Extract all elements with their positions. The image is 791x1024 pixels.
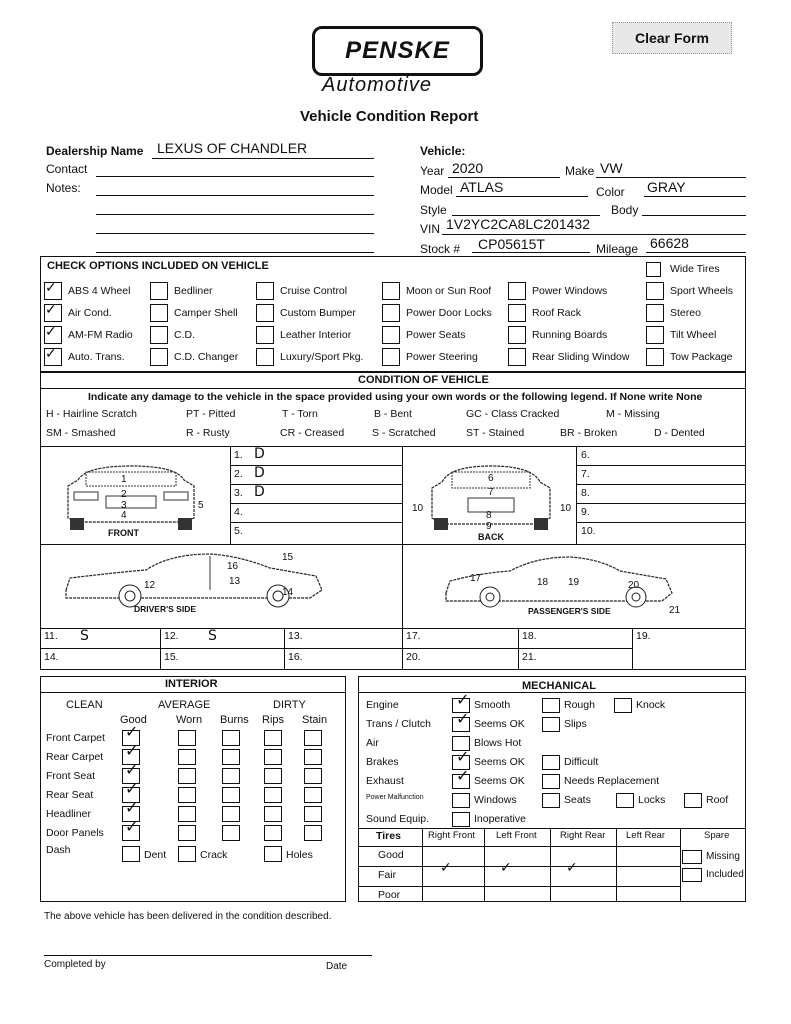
option-checkbox-cruise-control[interactable]	[256, 282, 274, 300]
spare-option-included: Included	[706, 869, 744, 880]
side-field-label-14: 14.	[44, 651, 59, 663]
passenger-marker-21: 21	[669, 605, 681, 616]
side-field-label-16: 16.	[288, 651, 303, 663]
mech-option-seems-ok: Seems OK	[474, 718, 525, 730]
driver-side-label: DRIVER'S SIDE	[134, 604, 197, 614]
interior-checkbox-headliner-stain[interactable]	[304, 806, 322, 822]
vin-label: VIN	[420, 222, 441, 236]
dash-label-crack: Crack	[200, 849, 228, 861]
side-col-line	[402, 628, 403, 670]
mech-row-sound-equip: Sound Equip.	[366, 813, 430, 825]
option-label-running-boards: Running Boards	[532, 329, 608, 341]
mech-option-seats: Seats	[564, 794, 591, 806]
tires-header-spare: Spare	[704, 830, 730, 841]
spare-checkbox-missing[interactable]	[682, 850, 702, 864]
model-line	[456, 196, 588, 197]
option-checkbox-tilt-wheel[interactable]	[646, 326, 664, 344]
option-label-power-steering: Power Steering	[406, 351, 478, 363]
option-label-camper-shell: Camper Shell	[174, 307, 238, 319]
side-field-label-13: 13.	[288, 630, 303, 642]
option-checkbox-sport-wheels[interactable]	[646, 282, 664, 300]
back-field-label-7: 7.	[581, 468, 590, 480]
interior-checkbox-front-carpet-worn[interactable]	[178, 730, 196, 746]
interior-row-door-panels: Door Panels	[46, 827, 104, 839]
interior-checkbox-door-panels-rips[interactable]	[264, 825, 282, 841]
interior-checkbox-front-carpet-rips[interactable]	[264, 730, 282, 746]
checkmark-icon: ✓	[45, 301, 57, 317]
tires-row-line	[358, 886, 680, 887]
interior-checkbox-front-seat-rips[interactable]	[264, 768, 282, 784]
mileage-line	[646, 252, 746, 253]
option-label-c-d: C.D.	[174, 329, 195, 341]
back-label: BACK	[478, 532, 504, 542]
dealership-name-label: Dealership Name	[46, 144, 144, 158]
interior-checkbox-headliner-worn[interactable]	[178, 806, 196, 822]
diagram-top-line	[40, 446, 746, 447]
checkmark-icon: ✓	[45, 323, 57, 339]
interior-checkbox-rear-carpet-rips[interactable]	[264, 749, 282, 765]
front-field-label-1: 1.	[234, 449, 243, 461]
tires-header-left-front: Left Front	[496, 830, 537, 841]
checkmark-icon: ✓	[456, 768, 470, 785]
mech-option-rough: Rough	[564, 699, 595, 711]
dash-checkbox-dent[interactable]	[122, 846, 140, 862]
option-label-c-d-changer: C.D. Changer	[174, 351, 239, 363]
option-label-moon-or-sun-roof: Moon or Sun Roof	[406, 285, 492, 297]
interior-checkbox-rear-seat-worn[interactable]	[178, 787, 196, 803]
notes-line-4[interactable]	[96, 252, 374, 253]
option-label-tilt-wheel: Tilt Wheel	[670, 329, 717, 341]
option-checkbox-bedliner[interactable]	[150, 282, 168, 300]
mech-option-smooth: Smooth	[474, 699, 511, 711]
interior-checkbox-front-carpet-stain[interactable]	[304, 730, 322, 746]
dealership-name-line	[152, 158, 374, 159]
interior-col-good: Good	[120, 714, 147, 726]
checkmark-icon: ✓	[125, 743, 139, 760]
mech-row-air: Air	[366, 737, 379, 749]
interior-checkbox-rear-seat-burns[interactable]	[222, 787, 240, 803]
option-label-cruise-control: Cruise Control	[280, 285, 348, 297]
side-col-line	[518, 628, 519, 670]
option-label-bedliner: Bedliner	[174, 285, 213, 297]
interior-row-rear-carpet: Rear Carpet	[46, 751, 104, 763]
side-field-label-12: 12.	[164, 630, 179, 642]
spare-option-missing: Missing	[706, 851, 740, 862]
option-checkbox-rear-sliding-window[interactable]	[508, 348, 526, 366]
notes-line-1[interactable]	[96, 195, 374, 196]
interior-checkbox-rear-carpet-stain[interactable]	[304, 749, 322, 765]
legend-gc-class-cracked: GC - Class Cracked	[466, 408, 560, 420]
interior-col-burns: Burns	[220, 714, 249, 726]
option-checkbox-power-door-locks[interactable]	[382, 304, 400, 322]
color-label: Color	[596, 185, 625, 199]
mech-row-engine: Engine	[366, 699, 399, 711]
tires-row-poor: Poor	[378, 889, 401, 901]
make-label: Make	[565, 164, 595, 178]
front-fields-divider	[230, 446, 231, 544]
tires-col-line	[422, 828, 423, 902]
legend-r-rusty: R - Rusty	[186, 427, 230, 439]
tires-col-line	[616, 828, 617, 902]
side-field-label-15: 15.	[164, 651, 179, 663]
side-field-label-11: 11.	[44, 630, 58, 642]
center-divider	[402, 446, 403, 628]
back-marker-10-left: 10	[412, 503, 424, 514]
checkmark-icon: ✓	[125, 781, 139, 798]
back-field-label-6: 6.	[581, 449, 590, 461]
option-label-abs-4-wheel: ABS 4 Wheel	[68, 285, 131, 297]
checkmark-icon: ✓	[45, 279, 57, 295]
option-checkbox-custom-bumper[interactable]	[256, 304, 274, 322]
notes-line-2[interactable]	[96, 214, 374, 215]
vin-field[interactable]: 1V2YC2CA8LC201432	[446, 216, 590, 232]
model-label: Model	[420, 183, 453, 197]
option-label-auto-trans: Auto. Trans.	[68, 351, 125, 363]
back-marker-8: 8	[486, 510, 492, 521]
interior-row-front-seat: Front Seat	[46, 770, 96, 782]
tire-fair-mark: ✓	[566, 860, 578, 876]
tires-header-right-rear: Right Rear	[560, 830, 606, 841]
front-marker-3: 3	[121, 500, 127, 511]
option-checkbox-power-windows[interactable]	[508, 282, 526, 300]
side-col-line	[284, 628, 285, 670]
interior-row-front-carpet: Front Carpet	[46, 732, 105, 744]
option-checkbox-moon-or-sun-roof[interactable]	[382, 282, 400, 300]
mech-option-needs-replacement: Needs Replacement	[564, 775, 660, 787]
front-row-line	[230, 522, 402, 523]
year-label: Year	[420, 164, 445, 178]
side-row-line	[40, 648, 632, 649]
interior-row-rear-seat: Rear Seat	[46, 789, 94, 801]
side-field-label-18: 18.	[522, 630, 537, 642]
interior-checkbox-front-seat-worn[interactable]	[178, 768, 196, 784]
driver-marker-16: 16	[227, 561, 239, 572]
back-marker-6: 6	[488, 473, 494, 484]
mech-checkbox-engine-knock[interactable]	[614, 698, 632, 713]
interior-checkbox-front-seat-stain[interactable]	[304, 768, 322, 784]
option-checkbox-camper-shell[interactable]	[150, 304, 168, 322]
back-field-label-10: 10.	[581, 525, 596, 537]
legend-s-scratched: S - Scratched	[372, 427, 436, 439]
option-checkbox-power-seats[interactable]	[382, 326, 400, 344]
option-checkbox-roof-rack[interactable]	[508, 304, 526, 322]
front-marker-1: 1	[121, 474, 127, 485]
diagram-bottom-line	[40, 628, 746, 629]
tires-row-line	[358, 866, 680, 867]
dash-label-holes: Holes	[286, 849, 313, 861]
mech-row-trans-clutch: Trans / Clutch	[366, 718, 431, 730]
option-label-custom-bumper: Custom Bumper	[280, 307, 356, 319]
legend-t-torn: T - Torn	[282, 408, 318, 420]
option-label-air-cond: Air Cond.	[68, 307, 112, 319]
condition-instruction: Indicate any damage to the vehicle in the space provided using your own words or the following legend. If None write None	[88, 391, 703, 403]
option-label-stereo: Stereo	[670, 307, 701, 319]
option-label-power-seats: Power Seats	[406, 329, 466, 341]
option-label-leather-interior: Leather Interior	[280, 329, 352, 341]
driver-marker-12: 12	[144, 580, 156, 591]
legend-b-bent: B - Bent	[374, 408, 412, 420]
interior-checkbox-rear-seat-rips[interactable]	[264, 787, 282, 803]
interior-average-label: AVERAGE	[158, 699, 211, 711]
option-checkbox-leather-interior[interactable]	[256, 326, 274, 344]
option-label-sport-wheels: Sport Wheels	[670, 285, 734, 297]
front-row-line	[230, 503, 402, 504]
front-marker-4: 4	[121, 510, 127, 521]
mech-checkbox-power-malfunction-locks[interactable]	[616, 793, 634, 808]
option-checkbox-c-d[interactable]	[150, 326, 168, 344]
option-label-luxury-sport-pkg: Luxury/Sport Pkg.	[280, 351, 364, 363]
mechanical-divider	[358, 692, 746, 693]
model-field[interactable]: ATLAS	[460, 179, 504, 195]
tires-row-line	[358, 846, 680, 847]
notes-line-3[interactable]	[96, 233, 374, 234]
front-marker-5: 5	[198, 500, 204, 511]
checkmark-icon: ✓	[125, 762, 139, 779]
year-line	[448, 177, 560, 178]
mech-row-brakes: Brakes	[366, 756, 399, 768]
mech-option-blows-hot: Blows Hot	[474, 737, 522, 749]
tires-header-right-front: Right Front	[428, 830, 475, 841]
front-field-value-3[interactable]: D	[254, 484, 265, 500]
stock-field[interactable]: CP05615T	[478, 236, 545, 252]
spare-checkbox-included[interactable]	[682, 868, 702, 882]
interior-checkbox-door-panels-burns[interactable]	[222, 825, 240, 841]
tires-header-left-rear: Left Rear	[626, 830, 666, 841]
brand-subtitle: Automotive	[322, 74, 433, 96]
option-label-rear-sliding-window: Rear Sliding Window	[532, 351, 630, 363]
passenger-marker-17: 17	[470, 573, 482, 584]
style-label: Style	[420, 203, 447, 217]
legend-sm-smashed: SM - Smashed	[46, 427, 116, 439]
interior-checkbox-front-seat-burns[interactable]	[222, 768, 240, 784]
back-field-label-8: 8.	[581, 487, 590, 499]
option-label-power-windows: Power Windows	[532, 285, 608, 297]
front-marker-2: 2	[121, 489, 127, 500]
back-row-line	[576, 465, 746, 466]
options-heading: CHECK OPTIONS INCLUDED ON VEHICLE	[47, 260, 269, 272]
interior-divider	[40, 692, 346, 693]
side-field-value-11[interactable]: S	[80, 628, 89, 644]
passenger-marker-19: 19	[568, 577, 580, 588]
option-checkbox-tow-package[interactable]	[646, 348, 664, 366]
brand-text: PENSKE	[345, 37, 450, 64]
front-field-label-4: 4.	[234, 506, 243, 518]
mech-row-exhaust: Exhaust	[366, 775, 404, 787]
signature-line[interactable]	[44, 955, 372, 956]
interior-checkbox-rear-seat-stain[interactable]	[304, 787, 322, 803]
interior-checkbox-headliner-burns[interactable]	[222, 806, 240, 822]
option-checkbox-wide-tires[interactable]	[646, 262, 661, 277]
dash-checkbox-crack[interactable]	[178, 846, 196, 862]
tires-col-line	[550, 828, 551, 902]
front-field-label-2: 2.	[234, 468, 243, 480]
mech-checkbox-sound-equip-inoperative[interactable]	[452, 812, 470, 827]
option-checkbox-c-d-changer[interactable]	[150, 348, 168, 366]
page-title: Vehicle Condition Report	[300, 108, 479, 125]
body-label: Body	[611, 203, 639, 217]
interior-checkbox-rear-carpet-worn[interactable]	[178, 749, 196, 765]
mech-option-roof: Roof	[706, 794, 729, 806]
mech-checkbox-engine-rough[interactable]	[542, 698, 560, 713]
mechanical-heading: MECHANICAL	[522, 680, 596, 692]
completed-by-label: Completed by	[44, 959, 106, 970]
contact-label: Contact	[46, 162, 88, 176]
interior-checkbox-front-carpet-burns[interactable]	[222, 730, 240, 746]
mech-checkbox-brakes-difficult[interactable]	[542, 755, 560, 770]
tires-header-tires: Tires	[376, 830, 401, 842]
interior-checkbox-headliner-rips[interactable]	[264, 806, 282, 822]
delivery-statement: The above vehicle has been delivered in the condition described.	[44, 911, 332, 922]
contact-field[interactable]	[96, 176, 374, 177]
passenger-marker-18: 18	[537, 577, 549, 588]
front-car-diagram	[56, 462, 206, 538]
legend-st-stained: ST - Stained	[466, 427, 525, 439]
date-label: Date	[326, 961, 348, 972]
interior-checkbox-rear-carpet-burns[interactable]	[222, 749, 240, 765]
legend-br-broken: BR - Broken	[560, 427, 618, 439]
front-field-value-2[interactable]: D	[254, 465, 265, 481]
dealership-name-field[interactable]: LEXUS OF CHANDLER	[157, 140, 308, 156]
checkmark-icon: ✓	[125, 800, 139, 817]
back-row-line	[576, 503, 746, 504]
checkmark-icon: ✓	[456, 692, 470, 709]
tires-row-good: Good	[378, 849, 404, 861]
vin-line	[442, 234, 746, 235]
tires-row-fair: Fair	[378, 869, 397, 881]
interior-col-rips: Rips	[262, 714, 285, 726]
mech-checkbox-power-malfunction-seats[interactable]	[542, 793, 560, 808]
mech-option-inoperative: Inoperative	[474, 813, 526, 825]
back-marker-10-right: 10	[560, 503, 572, 514]
legend-pt-pitted: PT - Pitted	[186, 408, 236, 420]
back-row-line	[576, 484, 746, 485]
legend-cr-creased: CR - Creased	[280, 427, 345, 439]
driver-marker-15: 15	[282, 552, 294, 563]
mech-checkbox-power-malfunction-roof[interactable]	[684, 793, 702, 808]
side-field-label-21: 21.	[522, 651, 537, 663]
side-col-line	[632, 628, 633, 670]
passenger-marker-20: 20	[628, 580, 640, 591]
clear-form-button[interactable]: Clear Form	[612, 22, 732, 54]
option-label-power-door-locks: Power Door Locks	[406, 307, 492, 319]
option-label-wide-tires: Wide Tires	[670, 263, 720, 275]
back-field-label-9: 9.	[581, 506, 590, 518]
mech-option-windows: Windows	[474, 794, 517, 806]
mech-option-knock: Knock	[636, 699, 666, 711]
option-label-am-fm-radio: AM-FM Radio	[68, 329, 133, 341]
dash-checkbox-holes[interactable]	[264, 846, 282, 862]
vehicle-heading: Vehicle:	[420, 144, 466, 158]
interior-col-stain: Stain	[302, 714, 328, 726]
side-field-value-12[interactable]: S	[208, 628, 217, 644]
interior-row-dash: Dash	[46, 844, 71, 856]
legend-h-hairline-scratch: H - Hairline Scratch	[46, 408, 138, 420]
color-field[interactable]: GRAY	[647, 179, 686, 195]
option-checkbox-power-steering[interactable]	[382, 348, 400, 366]
penske-logo	[312, 26, 483, 76]
interior-checkbox-door-panels-worn[interactable]	[178, 825, 196, 841]
interior-dirty-label: DIRTY	[273, 699, 306, 711]
mech-option-difficult: Difficult	[564, 756, 599, 768]
side-field-label-19: 19.	[636, 630, 651, 642]
dash-label-dent: Dent	[144, 849, 167, 861]
option-label-tow-package: Tow Package	[670, 351, 733, 363]
option-checkbox-stereo[interactable]	[646, 304, 664, 322]
diagram-mid-line	[40, 544, 746, 545]
checkmark-icon: ✓	[125, 819, 139, 836]
tires-col-line	[680, 828, 681, 902]
checkmark-icon: ✓	[456, 711, 470, 728]
mech-option-seems-ok: Seems OK	[474, 775, 525, 787]
mech-checkbox-power-malfunction-windows[interactable]	[452, 793, 470, 808]
stock-label: Stock #	[420, 242, 461, 256]
stock-line	[472, 252, 590, 253]
year-field[interactable]: 2020	[452, 160, 484, 176]
mech-option-seems-ok: Seems OK	[474, 756, 525, 768]
front-field-label-5: 5.	[234, 525, 243, 537]
checkmark-icon: ✓	[45, 345, 57, 361]
back-marker-9: 9	[486, 521, 492, 532]
front-label: FRONT	[108, 528, 139, 538]
checkmark-icon: ✓	[125, 724, 139, 741]
interior-clean-label: CLEAN	[66, 699, 103, 711]
body-field[interactable]	[642, 215, 746, 216]
front-field-value-1[interactable]: D	[254, 446, 265, 462]
option-checkbox-luxury-sport-pkg[interactable]	[256, 348, 274, 366]
make-field[interactable]: VW	[600, 160, 623, 176]
condition-divider	[40, 388, 746, 389]
back-fields-divider	[576, 446, 577, 544]
front-field-label-3: 3.	[234, 487, 243, 499]
mileage-label: Mileage	[596, 242, 639, 256]
tires-col-line	[484, 828, 485, 902]
legend-d-dented: D - Dented	[654, 427, 705, 439]
driver-marker-14: 14	[282, 587, 294, 598]
option-checkbox-running-boards[interactable]	[508, 326, 526, 344]
make-line	[596, 177, 746, 178]
back-marker-7: 7	[488, 487, 494, 498]
side-field-label-17: 17.	[406, 630, 421, 642]
mileage-field[interactable]: 66628	[650, 235, 689, 251]
notes-label: Notes:	[46, 181, 81, 195]
interior-heading: INTERIOR	[165, 678, 218, 690]
condition-heading: CONDITION OF VEHICLE	[358, 374, 489, 386]
back-row-line	[576, 522, 746, 523]
checkmark-icon: ✓	[456, 749, 470, 766]
mech-option-slips: Slips	[564, 718, 587, 730]
interior-row-headliner: Headliner	[46, 808, 91, 820]
tire-fair-mark: ✓	[440, 860, 452, 876]
option-label-roof-rack: Roof Rack	[532, 307, 582, 319]
driver-marker-13: 13	[229, 576, 241, 587]
tire-fair-mark: ✓	[500, 860, 512, 876]
mech-checkbox-trans-clutch-slips[interactable]	[542, 717, 560, 732]
passenger-side-label: PASSENGER'S SIDE	[528, 606, 611, 616]
mech-row-power-malfunction: Power Malfunction	[366, 794, 424, 801]
side-field-label-20: 20.	[406, 651, 421, 663]
color-line	[644, 196, 746, 197]
mech-option-locks: Locks	[638, 794, 666, 806]
interior-checkbox-door-panels-stain[interactable]	[304, 825, 322, 841]
mech-checkbox-exhaust-needs-replacement[interactable]	[542, 774, 560, 789]
legend-m-missing: M - Missing	[606, 408, 660, 420]
side-col-line	[160, 628, 161, 670]
tires-top-line	[358, 828, 746, 829]
interior-col-worn: Worn	[176, 714, 203, 726]
